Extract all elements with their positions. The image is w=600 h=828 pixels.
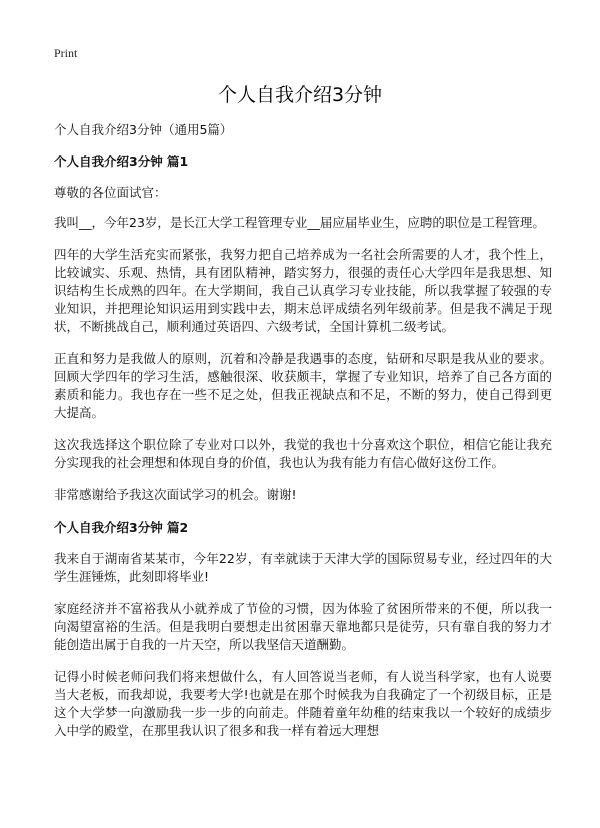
paragraph: 非常感谢给予我这次面试学习的机会。谢谢! — [54, 487, 297, 502]
section-heading: 个人自我介绍3分钟 篇1 — [54, 154, 189, 169]
paragraph: 家庭经济并不富裕我从小就养成了节俭的习惯，因为体验了贫困所带来的不便，所以我一向渴望富裕的生活。但是我明白要想走出贫困靠天靠地都只是徒劳，只有靠自我的努力才能创造出属于自我的一片天空，所以我坚信天道酬勤。 — [54, 601, 552, 652]
paragraph: 正直和努力是我做人的原则，沉着和冷静是我遇事的态度，钻研和尽职是我从业的要求。回顾大学四年的学习生活，感触很深、收获颇丰，掌握了专业知识，培养了自己各方面的素质和能力。我也存在一些不足之处，但我正视缺点和不足，不断的努力，使自己得到更大提高。 — [54, 351, 552, 420]
document-subtitle: 个人自我介绍3分钟（通用5篇） — [54, 122, 233, 137]
document-title: 个人自我介绍3分钟 — [217, 84, 383, 106]
paragraph: 这次我选择这个职位除了专业对口以外，我觉的我也十分喜欢这个职位，相信它能让我充分实现我的社会理想和体现自身的价值，我也认为我有能力有信心做好这份工作。 — [54, 437, 552, 470]
paragraph: 尊敬的各位面试官： — [54, 185, 167, 200]
paragraph: 记得小时候老师问我们将来想做什么，有人回答说当老师，有人说当科学家，也有人说要当大老板，而我却说，我要考大学!也就是在那个时候我为自我确定了一个初级目标，正是这个大学梦一向激励我一步一步的向前走。伴随着童年幼稚的结束我以一个较好的成绩步入中学的殿堂，在那里我认识了很多和我一样有着远大理想 — [54, 669, 552, 738]
print-link[interactable]: Print — [54, 46, 78, 60]
paragraph: 我叫__，今年23岁，是长江大学工程管理专业__届应届毕业生，应聘的职位是工程管理。 — [54, 215, 545, 230]
section-heading: 个人自我介绍3分钟 篇2 — [54, 520, 189, 535]
paragraph: 四年的大学生活充实而紧张，我努力把自己培养成为一名社会所需要的人才，我个性上，比较诚实、乐观、热情，具有团队精神，踏实努力，很强的责任心大学四年是我思想、知识结构生长成熟的四年。在大学期间，我自己认真学习专业技能，所以我掌握了较强的专业知识，并把理论知识运用到实践中去，期末总评成绩名列年级前茅。但是我不满足于现状，不断挑战自己，顺利通过英语四、六级考试，全国计算机二级考试。 — [54, 247, 552, 334]
document-body — [54, 120, 552, 754]
paragraph: 我来自于湖南省某某市，今年22岁，有幸就读于天津大学的国际贸易专业，经过四年的大学生涯锤炼，此刻即将毕业! — [54, 551, 552, 584]
